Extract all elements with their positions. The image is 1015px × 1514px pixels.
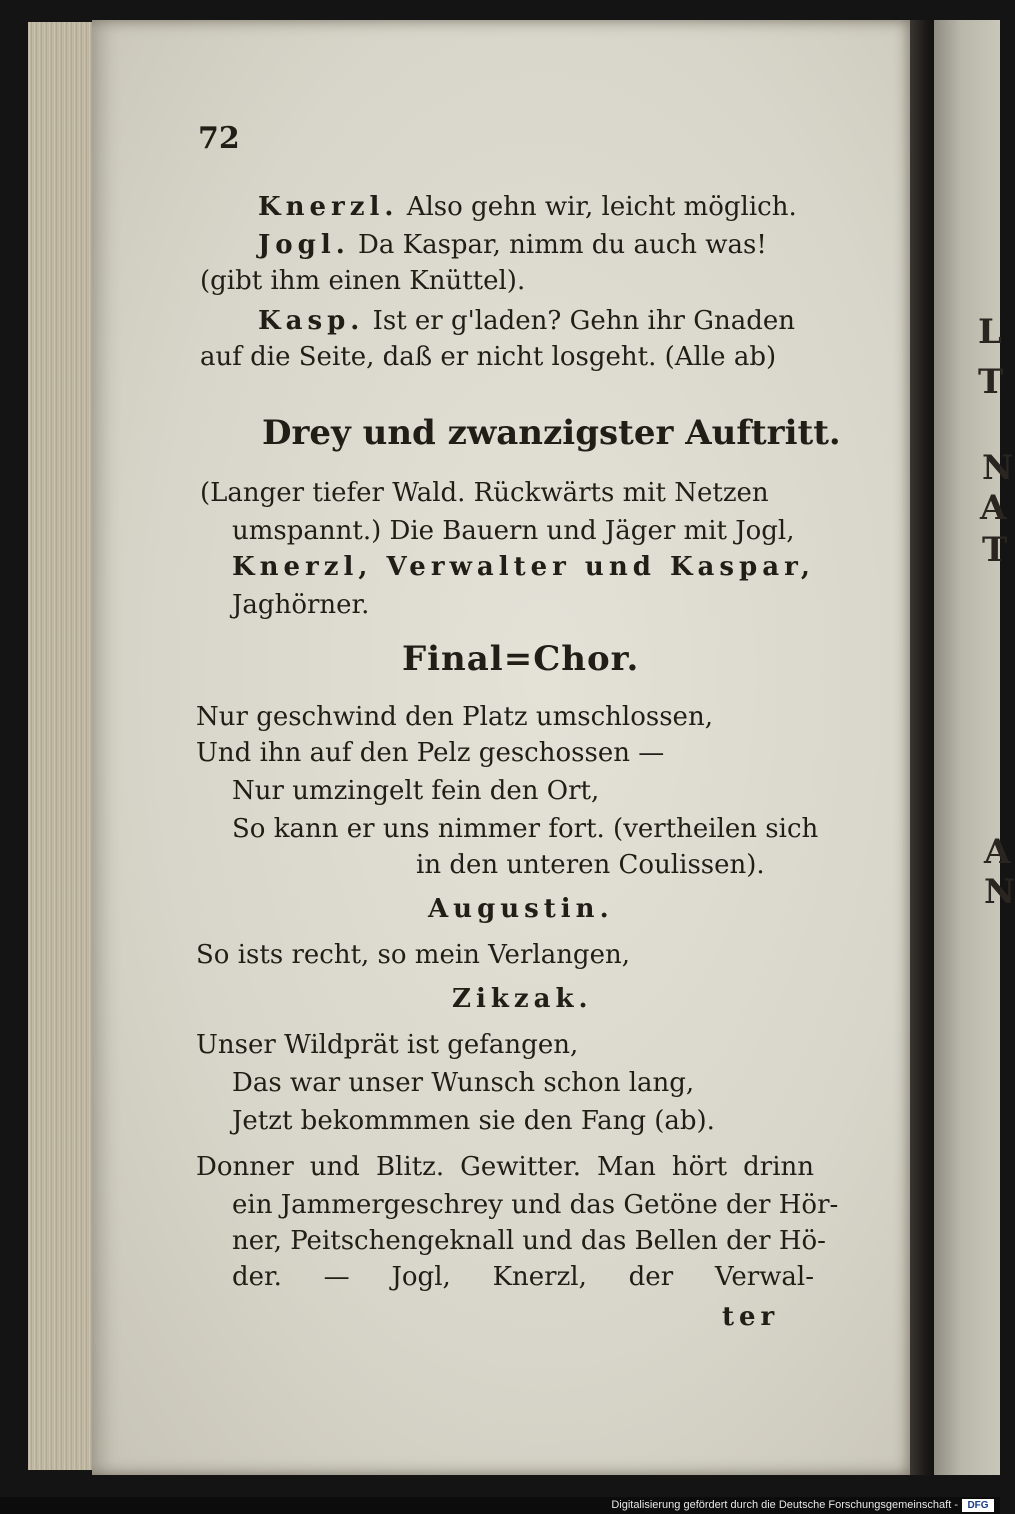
stage-direction-line: ein Jammergeschrey und das Getöne der Hör- [232, 1190, 839, 1220]
verse-line: Jetzt bekommmen sie den Fang (ab). [232, 1106, 715, 1136]
verse-line: So kann er uns nimmer fort. (vertheilen sich [232, 814, 819, 844]
next-page-letter: A [984, 832, 1011, 872]
page-number: 72 [198, 121, 240, 156]
verse-line: Unser Wildprät ist gefangen, [196, 1030, 579, 1060]
dialogue-text: Da Kaspar, nimm du auch was! [358, 230, 767, 260]
verse-line: So ists recht, so mein Verlangen, [196, 940, 630, 970]
dfg-logo: DFG [962, 1499, 994, 1512]
next-page-letter: N [984, 872, 1015, 912]
speaker-name: Knerzl. [258, 192, 399, 222]
dialogue-text: Also gehn wir, leicht möglich. [406, 192, 797, 222]
speaker-heading: Zikzak. [452, 984, 593, 1014]
stage-direction-line: (Langer tiefer Wald. Rückwärts mit Netzen [200, 478, 769, 508]
next-page-letter: T [982, 530, 1008, 570]
footer-bar [0, 1497, 1000, 1514]
dialogue-line [258, 192, 797, 222]
next-page-letter: N [982, 448, 1014, 488]
speaker-name: Jogl. [258, 230, 350, 260]
verse-line: Nur geschwind den Platz umschlossen, [196, 702, 713, 732]
verse-line: Und ihn auf den Pelz geschossen — [196, 738, 665, 768]
stage-direction-line: Jaghörner. [232, 590, 370, 620]
stage-direction-line: ner, Peitschengeknall und das Bellen der Hö- [232, 1226, 826, 1256]
next-page-letter: L [978, 312, 1002, 352]
stage-direction: (gibt ihm einen Knüttel). [200, 266, 526, 296]
verse-line: in den unteren Coulissen). [416, 850, 765, 880]
footer-credit: Digitalisierung gefördert durch die Deutsche Forschungsgemeinschaft - [611, 1499, 958, 1511]
dialogue-line [258, 230, 767, 260]
scene-heading: Drey und zwanzigster Auftritt. [262, 413, 841, 453]
stage-direction-line: umspannt.) Die Bauern und Jäger mit Jogl, [232, 516, 795, 546]
dialogue-line: auf die Seite, daß er nicht losgeht. (Alle ab) [200, 342, 777, 372]
chorus-heading: Final=Chor. [402, 639, 640, 679]
next-page-fragment [934, 20, 1015, 1475]
speaker-heading: Augustin. [428, 894, 614, 924]
verse-line: Das war unser Wunsch schon lang, [232, 1068, 695, 1098]
dialogue-line [258, 306, 795, 336]
book-page-edges [28, 22, 98, 1470]
book-spine [910, 20, 936, 1475]
dialogue-text: Ist er g'laden? Gehn ihr Gnaden [372, 306, 796, 336]
next-page-letter: A [980, 488, 1007, 528]
stage-direction-line: der. — Jogl, Knerzl, der Verwal- [232, 1262, 814, 1292]
speaker-name: Kasp. [258, 306, 365, 336]
catchword: ter [722, 1302, 780, 1332]
stage-direction-line: Knerzl, Verwalter und Kaspar, [232, 552, 815, 582]
stage-direction-line: Donner und Blitz. Gewitter. Man hört drinn [196, 1152, 814, 1182]
next-page-letter: T [978, 362, 1004, 402]
verse-line: Nur umzingelt fein den Ort, [232, 776, 600, 806]
